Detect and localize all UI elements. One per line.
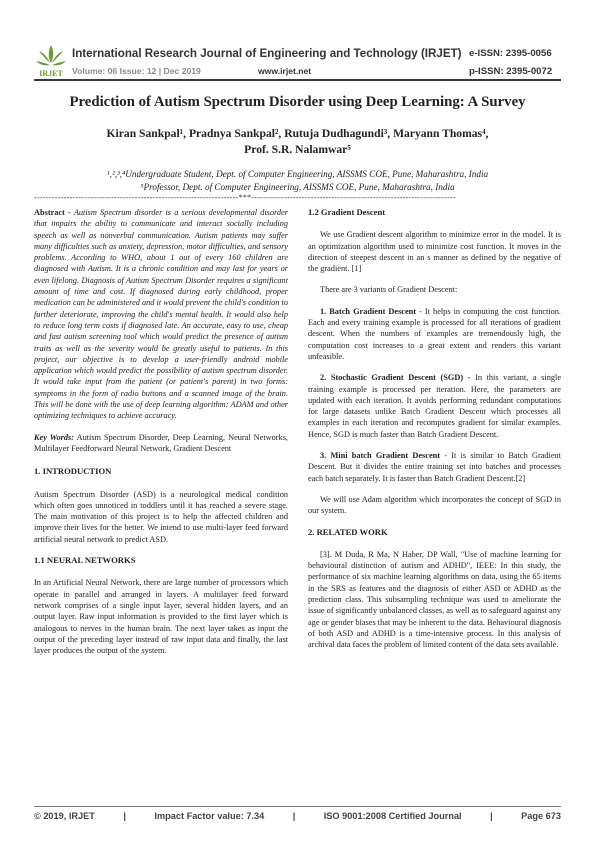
mini-batch-gd-text: - It is similar to Batch Gradient Descent. But it divides the entire training set into batches and processes each batch separately. It is faster than Batch Gradient Descent.[2] (308, 451, 562, 483)
keywords (34, 432, 288, 455)
journal-website[interactable]: www.irjet.net (258, 66, 312, 76)
footer-separator: | (490, 811, 493, 821)
abstract-text: Autism Spectrum disorder is a serious developmental disorder that impairs the ability to communicate and interact socially including speech as well as nonverbal communication. Autism patients may suffer many difficulties such as anxiety, depression, motor difficulties, and sensory problems. According to WHO, about 1 out of every 160 children are diagnosed with Autism. It is a chronic condition and may last for years or even lifelong. Diagnosis of Autism Spectrum Disorder requires a significant amount of time and cost. If diagnosed during early childhood, proper medication can be administered and it would prevent the child's condition to further deteriorate, improving the child's mental health. It would also help to reduce long term costs if diagnosed late. An accurate, easy to use, cheap and fast autism screening tool which would predict the presence of autism traits as well as the severity would be greatly useful to patients. In this project, our objective is to develop a user-friendly android mobile application which would predict the possibility of autism spectrum disorder. It would take input from the patient (or patient's parent) in two forms: symptoms in the form of radio buttons and a scanned image of the brain. This will be done with the use of deep learning algorithm: ADAM and other optimizing techniques to achieve accuracy. (34, 208, 288, 421)
footer-iso-certification: ISO 9001:2008 Certified Journal (323, 811, 462, 821)
affiliation-line-1: ¹,²,³,⁴Undergraduate Student, Dept. of Computer Engineering, AISSMS COE, Pune, Maharashtra, India (106, 169, 489, 179)
gradient-descent-paragraph: We use Gradient descent algorithm to minimize error in the model. It is an optimization algorithm used to minimize cost function. It moves in the direction of steepest descent in an s manner as defined by the negative of the gradient. [1] (308, 230, 561, 274)
section-separator: ---------------------------------------------------------------------***--------------------------------------------------------------------- (34, 193, 456, 202)
related-work-paragraph: [3]. M Duda, R Ma, N Haber, DP Wall, "Use of machine learning for behavioural distinction of autism and ADHD", IEEE: In this study, the performance of six machine learning algorithms on data, using the 65 items in the SRS as features and the diagnosis of either ASD or ADHD as the prediction class. This subsampling technique was used to ameliorate the issue of significantly unbalanced classes, as well as to safeguard against any age or gender biases that may be inherent to the data. Behavioural diagnosis of both ASD and ADHD is a time-intensive process. In this analysis of archival data faces the problem of limited content of the data sets available. (308, 549, 561, 650)
footer-copyright: © 2019, IRJET (34, 811, 95, 821)
left-column (34, 207, 288, 666)
neural-networks-paragraph: In an Artificial Neural Network, there are large number of processors which operate in parallel and arranged in layers. A multilayer feed forward network comprises of a single input layer, several hidden layers, and an output layer. Raw input information is provided to the first layer which is analogous to nerves in the human brain. The next layer takes as input the output of the preceding layer instead of raw input data and finally, the last layer produces the output of the system. (34, 578, 288, 656)
introduction-paragraph: Autism Spectrum Disorder (ASD) is a neurological medical condition which often goes unnoticed in toddlers until it has reached a severe stage. The main motivation of this project is to help the affected children and improve their lives for the better. We intend to use multi-layer feed forward artificial neural network to predict ASD. (34, 489, 288, 544)
abstract-label: Abstract - (34, 208, 71, 217)
journal-title: International Research Journal of Engineering and Technology (IRJET) (72, 47, 462, 60)
mini-batch-gd-label: 3. Mini batch Gradient Descent (320, 451, 441, 461)
e-issn: e-ISSN: 2395-0056 (469, 48, 552, 59)
sgd-paragraph (308, 372, 561, 440)
affiliation-line-2: ⁵Professor, Dept. of Computer Engineering, AISSMS COE, Pune, Maharashtra, India (140, 181, 455, 192)
author-line-1: Kiran Sankpal¹, Pradnya Sankpal², Rutuja Dudhagundi³, Maryann Thomas⁴, (106, 127, 489, 140)
batch-gd-text: - It helps in computing the cost function. Each and every training example is processed for all iterations of gradient descent. When the numbers of examples are tremendously high, the computation cost increases to a great extent and renders this variant unfeasible. (308, 306, 562, 361)
author-line-2: Prof. S.R. Nalamwar⁵ (244, 143, 351, 156)
batch-gd-label: 1. Batch Gradient Descent (320, 306, 417, 316)
footer-separator: | (123, 811, 126, 821)
section-heading-neural-networks: 1.1 NEURAL NETWORKS (34, 555, 136, 566)
footer-page-number: Page 673 (521, 811, 561, 821)
page-footer (34, 811, 561, 821)
journal-logo (34, 41, 68, 81)
footer-divider (34, 806, 561, 807)
sgd-text: - In this variant, a single training example is processed per iteration. Here, the parameters are updated with each iteration. It avoids performing redundant computations for large datasets unlike Batch Gradient Descent which processes all examples in each iteration and recomputes gradient for similar examples. Hence, SGD is much faster than Batch Gradient Descent. (308, 373, 561, 439)
header-divider (34, 79, 561, 81)
section-heading-gradient-descent: 1.2 Gradient Descent (308, 207, 386, 217)
mini-batch-gd-paragraph (308, 450, 561, 484)
paper-title: Prediction of Autism Spectrum Disorder using Deep Learning: A Survey (69, 94, 526, 110)
volume-issue: Volume: 06 Issue: 12 | Dec 2019 (72, 66, 201, 76)
p-issn: p-ISSN: 2395-0072 (469, 66, 553, 77)
footer-separator: | (292, 811, 296, 821)
footer-impact-factor: Impact Factor value: 7.34 (154, 811, 265, 821)
keywords-label: Key Words: (34, 432, 75, 442)
affiliations (0, 168, 595, 193)
author-list (0, 126, 595, 158)
batch-gd-paragraph (308, 306, 561, 362)
keywords-text: Autism Spectrum Disorder, Deep Learning, Neural Networks, Multilayer Feedforward Neural Network, Gradient Descent (34, 432, 288, 453)
section-heading-related-work: 2. RELATED WORK (308, 526, 388, 537)
section-heading-introduction: 1. INTRODUCTION (34, 466, 112, 477)
sgd-label: 2. Stochastic Gradient Descent (SGD) (320, 373, 464, 383)
variants-intro: There are 3 variants of Gradient Descent: (320, 285, 458, 295)
right-column (308, 207, 561, 661)
svg-text:IRJET: IRJET (39, 69, 63, 78)
abstract (34, 207, 288, 422)
adam-paragraph: We will use Adam algorithm which incorporates the concept of SGD in our system. (308, 494, 561, 516)
